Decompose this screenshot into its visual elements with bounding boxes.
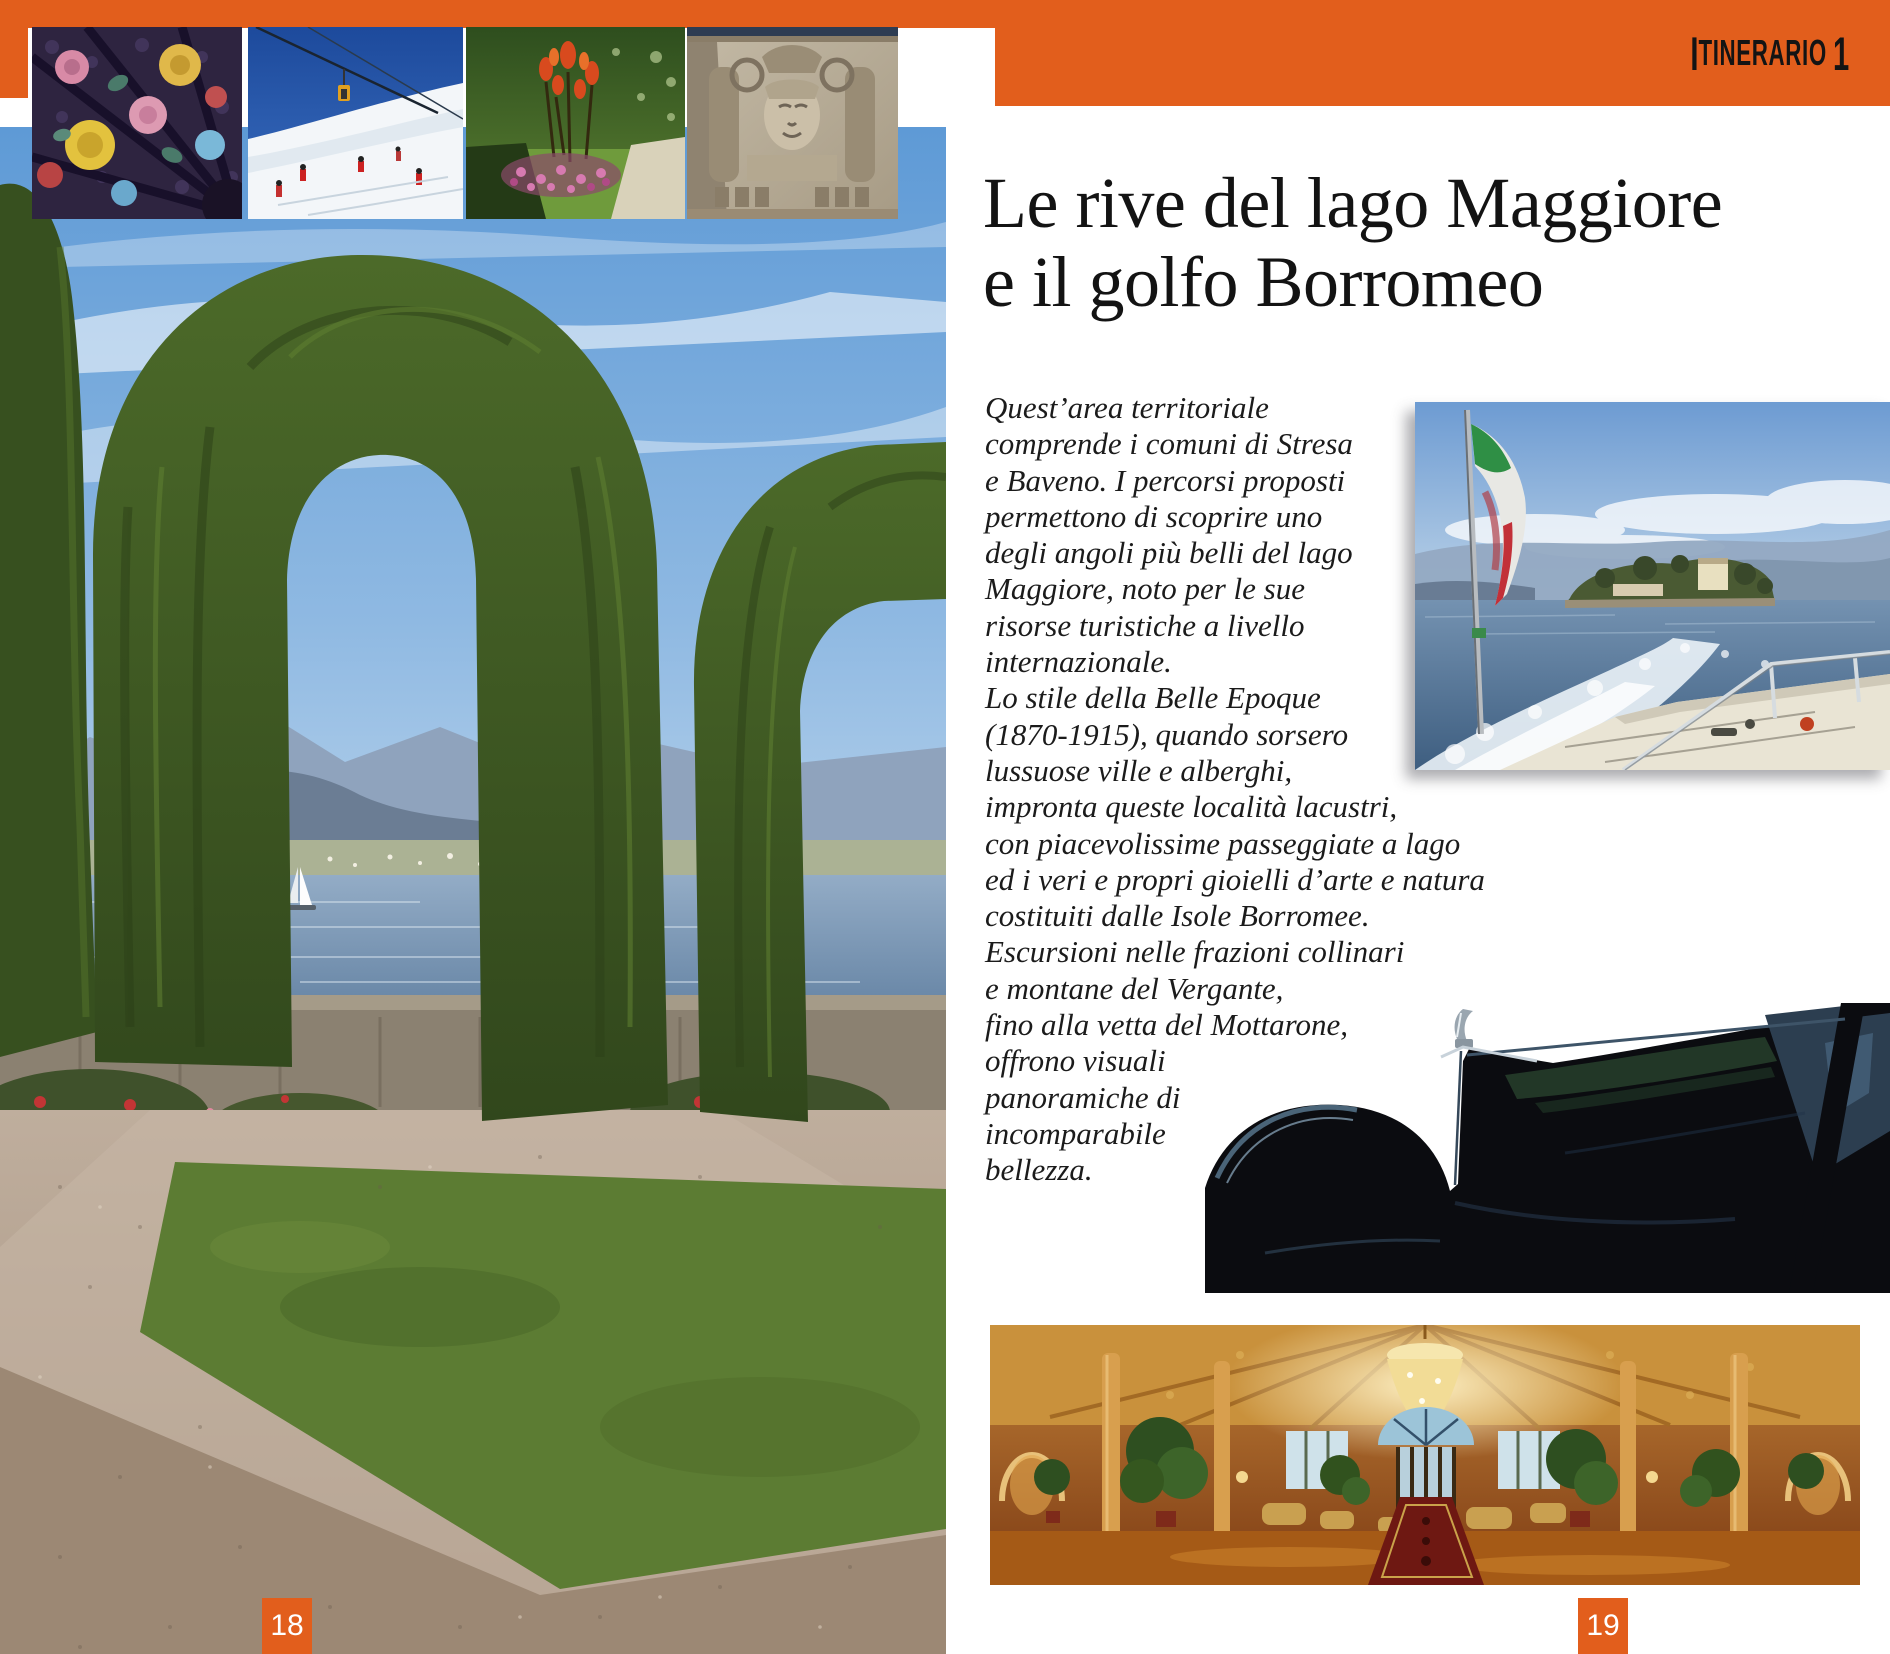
hotel-lobby-photo [990, 1325, 1860, 1585]
header-band-left-page [0, 0, 995, 28]
itinerario-header [1690, 0, 1849, 106]
body-text-line: incomparabile [985, 1115, 1166, 1151]
thumbnail-garden-flowers [466, 27, 685, 219]
body-text-line: bellezza. [985, 1152, 1093, 1188]
body-text-line: panoramiche di [985, 1079, 1181, 1115]
itinerario-initial: I [1690, 26, 1699, 80]
itinerario-label: TINERARIO [1698, 32, 1827, 73]
body-text-line: permettono di scoprire uno [985, 498, 1323, 534]
body-text-line: risorse turistiche a livello [985, 607, 1305, 643]
body-text-line: lussuose ville e alberghi, [985, 752, 1293, 788]
body-text-line: impronta queste località lacustri, [985, 789, 1398, 825]
body-text-line: fino alla vetta del Mottarone, [985, 1007, 1349, 1043]
thumbnail-ski-lift [248, 27, 463, 219]
body-text-line: ed i veri e propri gioielli d’arte e natura [985, 861, 1485, 897]
vintage-car-photo [1205, 1003, 1890, 1293]
body-text-line: e montane del Vergante, [985, 970, 1284, 1006]
boat-lake-photo [1415, 402, 1890, 770]
body-text-line: comprende i comuni di Stresa [985, 426, 1353, 462]
page-number-left [262, 1598, 312, 1654]
page-number-right-value: 19 [1586, 1609, 1620, 1642]
page-title-line2: e il golfo Borromeo [983, 242, 1544, 322]
body-text-line: offrono visuali [985, 1043, 1166, 1079]
page-number-left-value: 18 [270, 1609, 304, 1642]
body-text-line: Quest’area territoriale [985, 390, 1269, 425]
hero-photo-topiary-arches [0, 127, 946, 1654]
body-text-line: con piacevolissime passeggiate a lago [985, 825, 1461, 861]
thumbnail-stained-glass-roses [32, 27, 242, 219]
body-text-line: Lo stile della Belle Epoque [985, 680, 1321, 716]
body-text-line: Maggiore, noto per le sue [985, 571, 1305, 607]
thumbnail-stone-capital [687, 27, 898, 219]
body-text-line: internazionale. [985, 644, 1172, 680]
itinerario-number: 1 [1832, 26, 1849, 80]
body-text-line: (1870-1915), quando sorsero [985, 716, 1349, 752]
body-text-line: e Baveno. I percorsi proposti [985, 462, 1346, 498]
body-text-line: costituiti dalle Isole Borromee. [985, 898, 1370, 934]
page-title [983, 164, 1843, 322]
body-text-line: Escursioni nelle frazioni collinari [985, 934, 1405, 970]
header-band-outer-edge [0, 0, 28, 98]
body-text-line: degli angoli più belli del lago [985, 535, 1353, 571]
page-number-right [1578, 1598, 1628, 1654]
page-title-line1: Le rive del lago Maggiore [983, 163, 1723, 243]
